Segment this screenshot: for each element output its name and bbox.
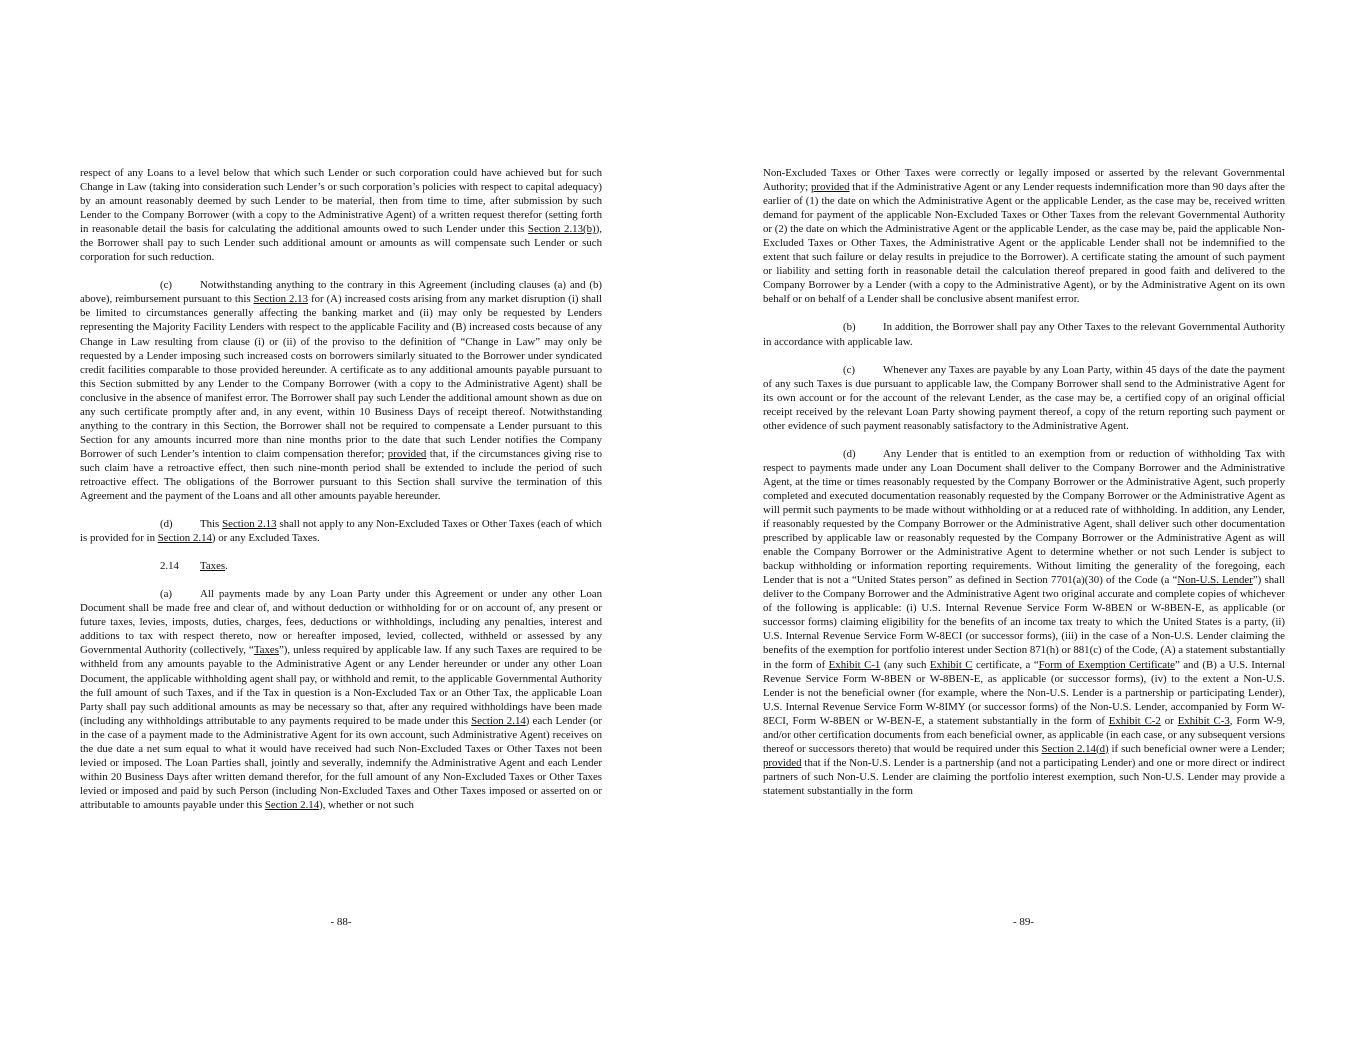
clause-label: (c) [843,363,856,376]
exhibit-reference: Exhibit C [929,658,973,671]
text-run: (any such [880,658,930,671]
page-88 [0,0,682,1055]
clause-label: (a) [160,588,173,601]
paragraph-d [763,447,1285,798]
text-run: ), whether or not such [319,798,414,811]
cross-reference: Section 2.14 [157,532,212,545]
text-run: certificate, a “ [972,658,1039,671]
paragraph-c [763,363,1285,433]
cross-reference: Section 2.13 [222,518,277,531]
section-number: 2.14 [160,560,179,573]
text-run: ) or any Excluded Taxes. [211,532,320,545]
text-run: ), the Borrower shall pay to such Lender such additional amount or amounts as will compensate such Lender or such corporation for such reduction. [80,223,603,264]
text-run: In addition, the Borrower shall pay any Other Taxes to the relevant Governmental Authority in accordance with applicable law. [763,321,1285,348]
text-run: . [225,560,228,573]
exhibit-reference: Exhibit C-1 [828,658,881,671]
cross-reference: Section 2.13(b) [527,223,596,236]
page-number: - 88- [330,916,352,928]
paragraph-b [763,320,1285,348]
text-run: Any Lender that is entitled to an exemption from or reduction of withholding Tax with respect to payments made under any Loan Document shall deliver to the Company Borrower and the Administrative Agent, at the time or times reasonably requested by the Company Borrower or the Administrative Agent, such properly completed and executed documentation reasonably requested by the Company Borrower or the Administrative Agent as will permit such payments to be made without withholding or at a reduced rate of withholding. In addition, any Lender, if reasonably requested by the Company Borrower or the Administrative Agent, shall deliver such other documentation prescribed by applicable law or reasonably requested by the Company Borrower or the Administrative Agent as will enable the Company Borrower or the Administrative Agent to determine whether or not such Lender is subject to backup withholding or information reporting requirements. Without limiting the generality of the foregoing, each Lender that is not a “United States person” as defined in Section 7701(a)(30) of the Code (a “ [763,447,1285,587]
text-run: All payments made by any Loan Party under this Agreement or under any other Loan Document shall be made free and clear of, and without deduction or withholding for or on account of, any present or future taxes, levies, imposts, duties, charges, fees, deductions or withholdings, including any penalties, interest and additions to tax with respect thereto, now or hereafter imposed, levied, collected, withheld or assessed by any Governmental Authority (collectively, “ [80,588,602,657]
text-run: shall not apply to any Non-Excluded Taxes or Other Taxes (each of which is provided for in [80,518,602,545]
paragraph-a [80,587,602,812]
text-run: ) each Lender (or in the case of a payment made to the Administrative Agent for its own account, such Administrative Agent) receives on the due date a net sum equal to what it would have received had such Non-Excluded Taxes or Other Taxes not been levied or imposed. The Loan Parties shall, jointly and severally, indemnify the Administrative Agent and each Lender within 20 Business Days after written demand therefor, for the full amount of any Non-Excluded Taxes or Other Taxes levied or imposed and paid by such Person (including Non-Excluded Taxes and Other Taxes imposed or asserted on or attributable to amounts payable under this [80,714,602,811]
page-89 [682,0,1365,1055]
text-run: This [200,518,223,531]
clause-label: (b) [843,321,856,334]
text-run: Non-Excluded Taxes or Other Taxes were correctly or legally imposed or asserted by the relevant Governmental Authority; [763,167,1285,194]
page-number: - 89- [1012,916,1035,928]
exhibit-reference: Exhibit C-2 [1108,714,1161,727]
proviso-term: provided [387,447,427,460]
defined-term: Form of Exemption Certificate [1038,658,1175,671]
text-run: ”) shall deliver to the Company Borrower and the Administrative Agent two original accurate and complete copies of whichever of the following is applicable: (i) U.S. Internal Revenue Service Form W-8BEN or W-8BEN-E, as applicable (or successor forms) claiming eligibility for the benefits of an income tax treaty to which the United States is a party, (ii) U.S. Internal Revenue Service Form W-8ECI (or successor forms), (iii) in the case of a Non-U.S. Lender claiming the benefits of the exemption for portfolio interest under Section 871(h) or 881(c) of the Code, (A) a statement substantially in the form of [763,574,1285,671]
defined-term: Taxes [253,644,279,657]
text-run: Notwithstanding anything to the contrary in this Agreement (including clauses (a) and (b) above), reimbursement pursuant to this [80,279,602,306]
text-run: that if the Non-U.S. Lender is a partnership (and not a participating Lender) and one or more direct or indirect partners of such Non-U.S. Lender are claiming the portfolio interest exemption, such Non-U.S. Lender may provide a statement substantially in the form [763,756,1285,797]
section-heading [80,559,602,573]
paragraph-continued [80,166,602,264]
clause-label: (d) [160,518,173,531]
paragraph-d [80,517,602,545]
text-run: , Form W-9, and/or other certification documents from each beneficial owner, as applicable (in each case, or any subsequent versions thereof or successors thereto) that would be required under this [763,714,1285,755]
text-run: that if the Administrative Agent or any Lender requests indemnification more than 90 days after the earlier of (1) the date on which the Administrative Agent or the applicable Lender, as the case may be, received written demand for payment of the applicable Non-Excluded Taxes or Other Taxes from the relevant Governmental Authority or (2) the date on which the Administrative Agent or the applicable Lender, as the case may be, paid the applicable Non-Excluded Taxes or Other Taxes, the Administrative Agent or the applicable Lender shall not be indemnified to the extent that such failure or delay results in prejudice to the Borrower). A certificate stating the amount of such payment or liability and setting forth in reasonable detail the calculation thereof prepared in good faith and delivered to the Company Borrower by a Lender (with a copy to the Administrative Agent), or by the Administrative Agent on its own behalf or on behalf of a Lender shall be conclusive absent manifest error. [763,181,1285,306]
section-title: Taxes [200,560,226,573]
cross-reference: Section 2.14 [264,798,320,811]
clause-label: (c) [160,279,173,292]
clause-label: (d) [843,447,856,460]
paragraph-c [80,278,602,503]
cross-reference: Section 2.14(d) [1041,742,1109,755]
proviso-term: provided [810,181,850,194]
exhibit-reference: Exhibit C-3 [1177,714,1230,727]
text-run: ”), unless required by applicable law. If any such Taxes are required to be withheld from any amounts payable to the Administrative Agent or any Lender hereunder or under any other Loan Document, the applicable withholding agent shall pay, or withhold and remit, to the applicable Governmental Authority the full amount of such Taxes, and if the Tax in question is a Non-Excluded Tax or an Other Tax, the applicable Loan Party shall pay such additional amounts as may be necessary so that, after any required withholdings have been made (including any withholdings attributable to any payments required to be made under this [80,644,602,727]
paragraph-continued [763,166,1285,306]
page-88-body [80,166,602,826]
text-run: for (A) increased costs arising from any market disruption (i) shall be limited to circumstances generally affecting the banking market and (ii) may only be requested by Lenders representing the Majority Facility Lenders with respect to the applicable Facility and (B) increased costs because of any Change in Law resulting from clause (i) or (ii) of the proviso to the definition of “Change in Law” may only be requested by a Lender imposing such increased costs on borrowers similarly situated to the Borrower under syndicated credit facilities comparable to those provided hereunder. A certificate as to any additional amounts payable pursuant to this Section submitted by any Lender to the Company Borrower (with a copy to the Administrative Agent) shall be conclusive in the absence of manifest error. The Borrower shall pay such Lender the additional amount shown as due on any such certificate promptly after and, in any event, within 10 Business Days of receipt thereof. Notwithstanding anything to the contrary in this Section, the Borrower shall not be required to compensate a Lender pursuant to this Section for any amounts incurred more than nine months prior to the date that such Lender notifies the Company Borrower of such Lender’s intention to claim compensation therefor; [80,293,602,460]
text-run: that, if the circumstances giving rise to such claim have a retroactive effect, then such nine-month period shall be extended to include the period of such retroactive effect. The obligations of the Borrower pursuant to this Section shall survive the termination of this Agreement and the payment of the Loans and all other amounts payable hereunder. [80,447,602,503]
text-run: or [1160,714,1178,727]
proviso-term: provided [763,756,802,769]
text-run: ” and (B) a U.S. Internal Revenue Service Form W-8BEN or W-8BEN-E, as applicable (or successor forms), (iv) to the extent a Non-U.S. Lender is not the beneficial owner (for example, where the Non-U.S. Lender is a partnership or participating Lender), U.S. Internal Revenue Service Form W-8IMY (or successor forms) of the Non-U.S. Lender, accompanied by Form W-8ECI, Form W-8BEN or W-BEN-E, a statement substantially in the form of [763,658,1286,727]
cross-reference: Section 2.13 [253,293,308,306]
text-run: if such beneficial owner were a Lender; [1108,742,1285,755]
text-run: respect of any Loans to a level below that which such Lender or such corporation could have achieved but for such Change in Law (taking into consideration such Lender’s or such corporation’s policies with respect to capital adequacy) by an amount reasonably deemed by such Lender to be material, then from time to time, after submission by such Lender to the Company Borrower (with a copy to the Administrative Agent) of a written request therefor (setting forth in reasonable detail the basis for calculating the additional amounts owed to such Lender under this [80,167,602,236]
cross-reference: Section 2.14 [471,714,526,727]
defined-term: Non-U.S. Lender [1177,574,1253,587]
text-run: Whenever any Taxes are payable by any Loan Party, within 45 days of the date the payment of any such Taxes is due pursuant to applicable law, the Company Borrower shall send to the Administrative Agent for its own account or for the account of the relevant Lender, as the case may be, a certified copy of an original official receipt received by the relevant Loan Party showing payment thereof, a copy of the return reporting such payment or other evidence of such payment reasonably satisfactory to the Administrative Agent. [763,363,1285,432]
page-89-body [763,166,1285,812]
